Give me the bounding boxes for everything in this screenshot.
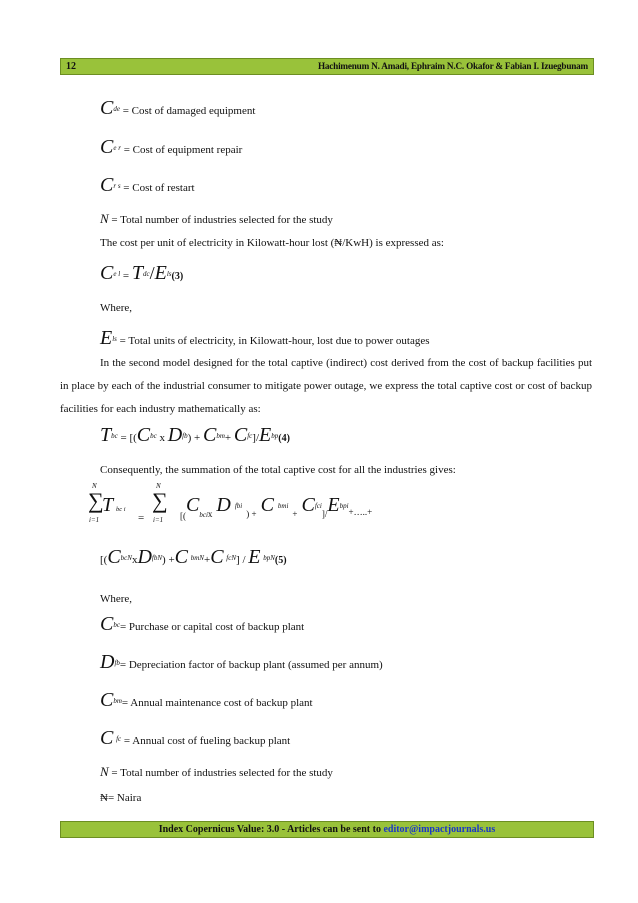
intro-cost-per-unit: The cost per unit of electricity in Kilowatt-hour lost (₦/KwH) is expressed as:	[100, 237, 444, 249]
where-label-2: Where,	[100, 593, 133, 605]
def-energy-lost: $E^{ls}$ = Total units of electricity, in Kilowatt-hour, lost due to power outages	[100, 327, 430, 349]
equation-5-line-1: N ∑ i=1 T bc i = N ∑ i=1 $_{[(}C_{bcix}$ D fbi $_{) +}$ C bmi $_+$ Cfci$_{]/}$Ebpi$_{+\dots..+}$	[88, 482, 373, 524]
def-total-industries-top: N = Total number of industries selected for the study	[100, 211, 333, 226]
paragraph-second-model: In the second model designed for the total captive (indirect) cost derived from the cost of backup facilities put in place by each of the industrial consumer to mitigate power outage, we express the total captive cost or cost of backup facilities for each industry mathematically as:	[60, 357, 592, 415]
def-maintenance-cost: $C^{bm}=$ Annual maintenance cost of backup plant	[100, 689, 313, 711]
def-cost-damaged-equipment: Cde = Cost of damaged equipment	[100, 97, 256, 119]
page-footer	[60, 821, 594, 838]
sum-upper-limit: N	[92, 482, 97, 490]
t-bci: T	[102, 494, 114, 516]
where-label-1: Where,	[100, 302, 133, 314]
def-fueling-cost: C $^{fc}$ = Annual cost of fueling backup plant	[100, 727, 291, 749]
sum-lower-limit: i=1	[89, 516, 100, 524]
naira-note: ₦= Naira	[100, 792, 142, 804]
equation-3: $C^{e l} = T^{dc}/E^{ls}(3)$	[100, 262, 184, 284]
footer-email-link[interactable]: editor@impactjournals.us	[383, 824, 496, 835]
footer-text: Index Copernicus Value: 3.0 - Articles can be sent to	[158, 824, 384, 835]
def-cost-equipment-repair: $C^{e r}$ = Cost of equipment repair	[100, 136, 243, 158]
page-number: 12	[66, 61, 76, 72]
equation-5-line-2: [$(C^{bcN}xD^{fbN}) +C$ $^{bmN}$+C $^{fcN}$] / E $^{bpN}$(5)	[100, 546, 287, 568]
page-header	[60, 58, 594, 75]
def-total-industries-bottom: N = Total number of industries selected for the study	[100, 764, 333, 779]
def-depreciation-factor: $D^{fb}=$ Depreciation factor of backup plant (assumed per annum)	[100, 651, 383, 673]
author-line: Hachimenum N. Amadi, Ephraim N.C. Okafor & Fabian I. Izuegbunam	[317, 61, 588, 71]
sum-sign-2: ∑	[152, 488, 168, 513]
sum2-upper-limit: N	[156, 482, 161, 490]
sum-sign: ∑	[88, 488, 104, 513]
def-cost-restart: $C^{r s}$ = Cost of restart	[100, 174, 195, 196]
def-purchase-cost: $C^{bc}=$ Purchase or capital cost of backup plant	[100, 613, 305, 635]
equation-4: $T^{bc} = [(C^{bc}$ x $D^{fb}) + C^{bm}+ C^{fc}]/E^{bp}(4)$	[100, 424, 290, 446]
sum2-lower-limit: i=1	[153, 516, 164, 524]
intro-summation: Consequently, the summation of the total captive cost for all the industries gives:	[100, 464, 456, 476]
